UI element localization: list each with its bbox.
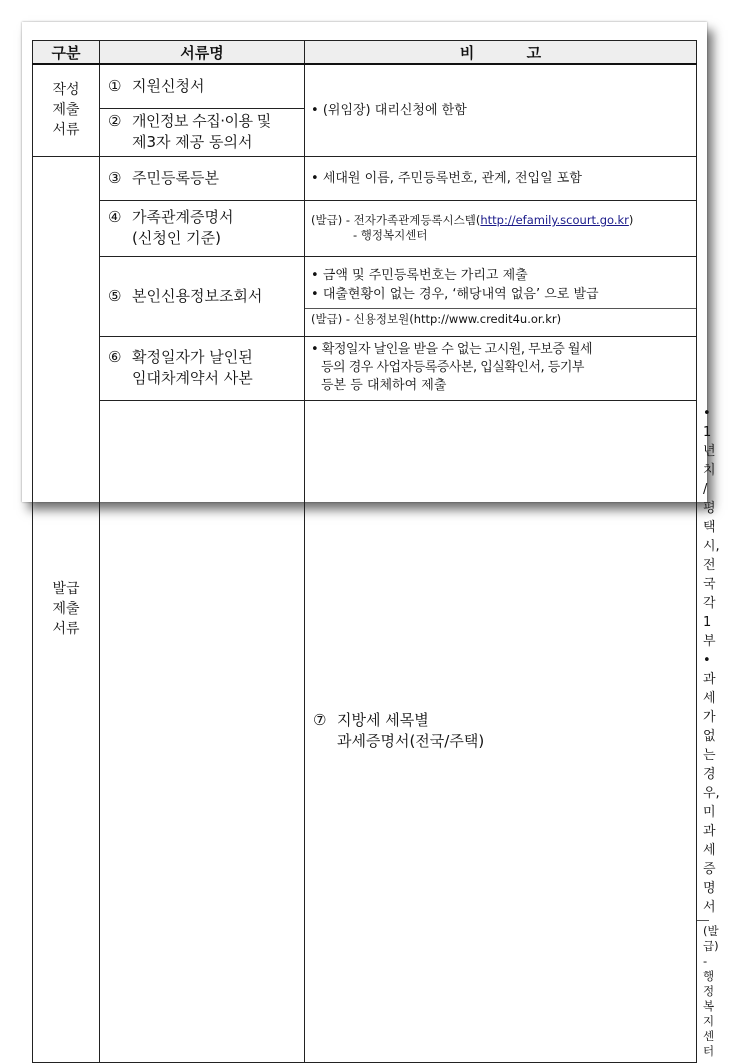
issue-text: - 행정복지센터 [353, 228, 428, 242]
remark-text: • 대출현황이 없는 경우, ‘해당내역 없음’ 으로 발급 [311, 285, 690, 304]
doc-name-line2: 과세증명서(전국/주택) [337, 732, 485, 750]
group-label-line: 제출 [52, 601, 80, 617]
doc-privacy-consent [100, 108, 305, 156]
group-label-line: 서류 [52, 621, 80, 637]
group-issued-docs-cont [100, 400, 305, 1062]
remark-local-tax-issue [697, 920, 719, 1062]
doc-name-line2: (신청인 기준) [132, 229, 221, 247]
remark-text: • 금액 및 주민등록번호는 가리고 제출 [311, 266, 690, 285]
doc-number: ④ [108, 208, 122, 226]
remark-text: • (위임장) 대리신청에 한함 [311, 101, 690, 120]
issue-label: (발급) [311, 213, 343, 227]
issue-label: (발급) [703, 923, 719, 953]
doc-name: 본인신용정보조회서 [132, 286, 263, 305]
doc-credit-report [100, 256, 305, 336]
remark-text: • 세대원 이름, 주민등록번호, 관계, 전입일 포함 [311, 169, 690, 188]
doc-name: 주민등록등본 [132, 168, 219, 187]
remark-credit [305, 256, 697, 336]
doc-name: 가족관계증명서 [132, 208, 234, 226]
issue-text: ) [628, 213, 634, 227]
doc-application-form [100, 64, 305, 108]
doc-number: ② [108, 112, 122, 130]
doc-name-line2: 제3자 제공 동의서 [132, 133, 253, 151]
remark-resident [305, 156, 697, 200]
issue-text: - 신용정보원(http://www.credit4u.or.kr) [345, 312, 562, 326]
group-issued-docs [33, 156, 100, 1062]
table-row [33, 200, 697, 256]
doc-number: ① [108, 76, 122, 95]
remark-credit-issue [305, 308, 696, 330]
document-frame [22, 22, 720, 1058]
doc-name: 지원신청서 [132, 76, 205, 95]
doc-name: 확정일자가 날인된 [132, 348, 253, 366]
table-row [33, 400, 697, 1062]
table-row [33, 156, 697, 200]
remark-text: • 확정일자 날인을 받을 수 없는 고시원, 무보증 월세 [311, 341, 690, 359]
table-row [33, 256, 697, 336]
table-row [33, 64, 697, 108]
doc-name-line2: 임대차계약서 사본 [132, 369, 253, 387]
efamily-link[interactable]: http://efamily.scourt.go.kr [480, 213, 629, 227]
remark-text: 등본 등 대체하여 제출 [321, 378, 447, 393]
group-label-line: 서류 [52, 122, 80, 139]
issue-text: - 전자가족관계등록시스템( [345, 213, 481, 227]
doc-name: 지방세 세목별 [337, 711, 429, 729]
doc-name: 개인정보 수집·이용 및 [132, 112, 271, 130]
remark-family-issue [305, 200, 697, 256]
group-written-docs [33, 64, 100, 156]
group-label-line: 발급 [52, 581, 80, 597]
issue-text: - 행정복지센터 [703, 953, 715, 1058]
header-category: 구분 [33, 41, 100, 65]
doc-local-tax [305, 400, 697, 1062]
issue-line [311, 213, 690, 228]
doc-resident-registration [100, 156, 305, 200]
doc-number: ③ [108, 168, 122, 187]
header-remarks: 비 고 [305, 41, 697, 65]
group-label-line: 작성 [52, 82, 80, 99]
table-header-row [33, 41, 697, 65]
remark-lease [305, 336, 697, 400]
issue-label: (발급) [311, 312, 343, 326]
doc-number: ⑤ [108, 286, 122, 305]
doc-lease-contract [100, 336, 305, 400]
remark-bullets: 1년치 / 평택시, 전국 각 1부 과세가 없는 경우, 미과세 증명서 [703, 424, 720, 915]
header-document-name: 서류명 [100, 41, 305, 65]
doc-number: ⑥ [108, 348, 122, 366]
doc-number: ⑦ [313, 711, 327, 729]
required-documents-table [32, 40, 720, 1063]
remark-bullets [305, 262, 696, 308]
group-label-line: 제출 [52, 102, 80, 119]
table-row [33, 336, 697, 400]
doc-family-relation [100, 200, 305, 256]
remark-text: 등의 경우 사업자등록증사본, 입실확인서, 등기부 [321, 360, 584, 375]
remark-proxy [305, 64, 697, 156]
